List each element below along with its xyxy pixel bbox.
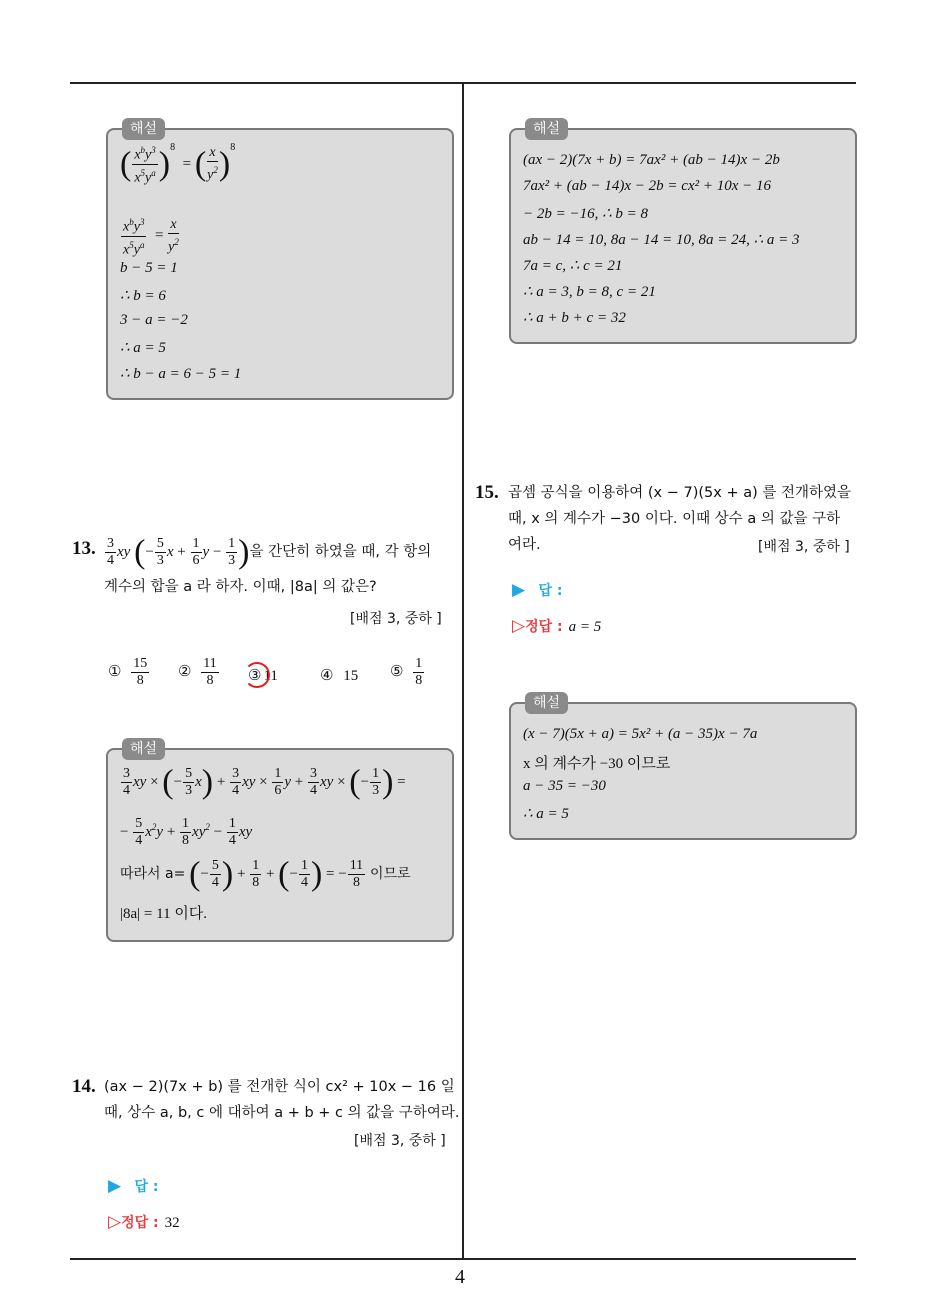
score-label-15: [배점 3, 중하 ] (758, 539, 850, 555)
play-arrow-icon: ▶ (512, 580, 526, 600)
solution-box-12 (106, 121, 454, 400)
question-14-line1: (ax − 2)(7x + b) 를 전개한 식이 cx² + 10x − 16 일 (104, 1079, 455, 1095)
solution-box-15 (509, 695, 857, 840)
choice-3[interactable]: ③ 11 (248, 668, 278, 684)
solution-line: b − 5 = 1 (120, 260, 178, 276)
question-number-13: 13. (72, 538, 96, 559)
question-14-line2: 때, 상수 a, b, c 에 대하여 a + b + c 의 값을 구하여라. (104, 1105, 460, 1121)
solution-line: a − 35 = −30 (523, 778, 606, 794)
choices-13 (108, 656, 448, 696)
page-number: 4 (455, 1266, 465, 1288)
outline-arrow-icon: ▷ (108, 1212, 122, 1232)
solution-line: ∴ a = 5 (120, 340, 166, 356)
play-arrow-icon: ▶ (108, 1176, 122, 1196)
question-number-15: 15. (475, 482, 499, 503)
solution-line: ∴ a = 5 (523, 806, 569, 822)
solution-line: |8a| = 11 이다. (120, 906, 208, 922)
solution-line: − $\frac{5}{4}$ $x^2y$ + $\frac{1}{8}$ $xy^2$ − $\frac{1}{4}$ xy (120, 816, 253, 848)
score-label-14: [배점 3, 중하 ] (354, 1133, 446, 1149)
question-number-14: 14. (72, 1076, 96, 1097)
choice-5[interactable]: ⑤ $\frac{1}{8}$ (390, 656, 423, 688)
answer-line-15[interactable]: ▶ 답 : (512, 580, 563, 600)
outline-arrow-icon: ▷ (512, 616, 526, 636)
solution-line: − 2b = −16, ∴ b = 8 (523, 206, 649, 222)
question-13-line1: $\frac{3}{4}$ xy (− $\frac{5}{3}$ x + $\frac{1}{6}$ y − $\frac{1}{3}$ )을 간단히 하였을 때, 각 항의 (107, 533, 432, 571)
solution-line: ∴ a + b + c = 32 (523, 310, 626, 326)
solution-line: ∴ a = 3, b = 8, c = 21 (523, 284, 656, 300)
solution-box-14 (509, 121, 857, 344)
solution-line: (x − 7)(5x + a) = 5x² + (a − 35)x − 7a (523, 726, 758, 742)
solution-tag: 해설 (122, 118, 165, 140)
choice-2[interactable]: ② $\frac{11}{8}$ (178, 656, 217, 688)
solution-line: ab − 14 = 10, 8a − 14 = 10, 8a = 24, ∴ a = 3 (523, 232, 800, 248)
solution-line: 7a = c, ∴ c = 21 (523, 258, 623, 274)
question-15-line3: 여라. (508, 537, 541, 553)
solution-tag: 해설 (122, 738, 165, 760)
solution-line: $\frac{3}{4}$ xy × (− $\frac{5}{3}$ x) + $\frac{3}{4}$ xy × $\frac{1}{6}$ y + $\frac{3}{4}$ xy × (− $\frac{1}{3}$ ) = (123, 763, 406, 801)
solution-line: 7ax² + (ab − 14)x − 2b = cx² + 10x − 16 (523, 178, 772, 194)
solution-line: $\frac{x^by^3}{x^5y^a}$ = $\frac{x}{y^2}$ (120, 214, 180, 258)
bottom-rule (70, 1258, 856, 1260)
choice-1[interactable]: ① $\frac{15}{8}$ (108, 656, 148, 688)
solution-line: x 의 계수가 −30 이므로 (523, 756, 671, 772)
correct-answer-14: ▷정답 : 32 (108, 1212, 180, 1232)
solution-line: 3 − a = −2 (120, 312, 188, 328)
column-divider (462, 82, 464, 1259)
question-15-line1: 곱셈 공식을 이용하여 (x − 7)(5x + a) 를 전개하였을 (508, 485, 852, 501)
answer-circle-mark (244, 662, 270, 688)
answer-line-14[interactable]: ▶ 답 : (108, 1176, 159, 1196)
solution-line: 따라서 a= (− $\frac{5}{4}$ ) + $\frac{1}{8}$ + (− $\frac{1}{4}$ ) = − $\frac{11}{8}$ 이므로 (120, 855, 411, 893)
choice-4[interactable]: ④ 15 (320, 668, 359, 684)
question-13-line2: 계수의 합을 a 라 하자. 이때, |8a| 의 값은? (104, 579, 377, 595)
solution-box-13 (106, 741, 454, 942)
solution-line: ( $\frac{x^by^3}{x^5y^a}$ )$^8$ = ( $\frac{x}{y^2}$ )$^8$ (120, 142, 236, 186)
solution-tag: 해설 (525, 118, 568, 140)
question-15-line2: 때, x 의 계수가 −30 이다. 이때 상수 a 의 값을 구하 (508, 511, 841, 527)
solution-line: ∴ b = 6 (120, 288, 166, 304)
solution-tag: 해설 (525, 692, 568, 714)
solution-line: (ax − 2)(7x + b) = 7ax² + (ab − 14)x − 2b (523, 152, 780, 168)
solution-line: ∴ b − a = 6 − 5 = 1 (120, 366, 242, 382)
correct-answer-15: ▷정답 : a = 5 (512, 616, 602, 636)
score-label-13: [배점 3, 중하 ] (350, 611, 442, 627)
